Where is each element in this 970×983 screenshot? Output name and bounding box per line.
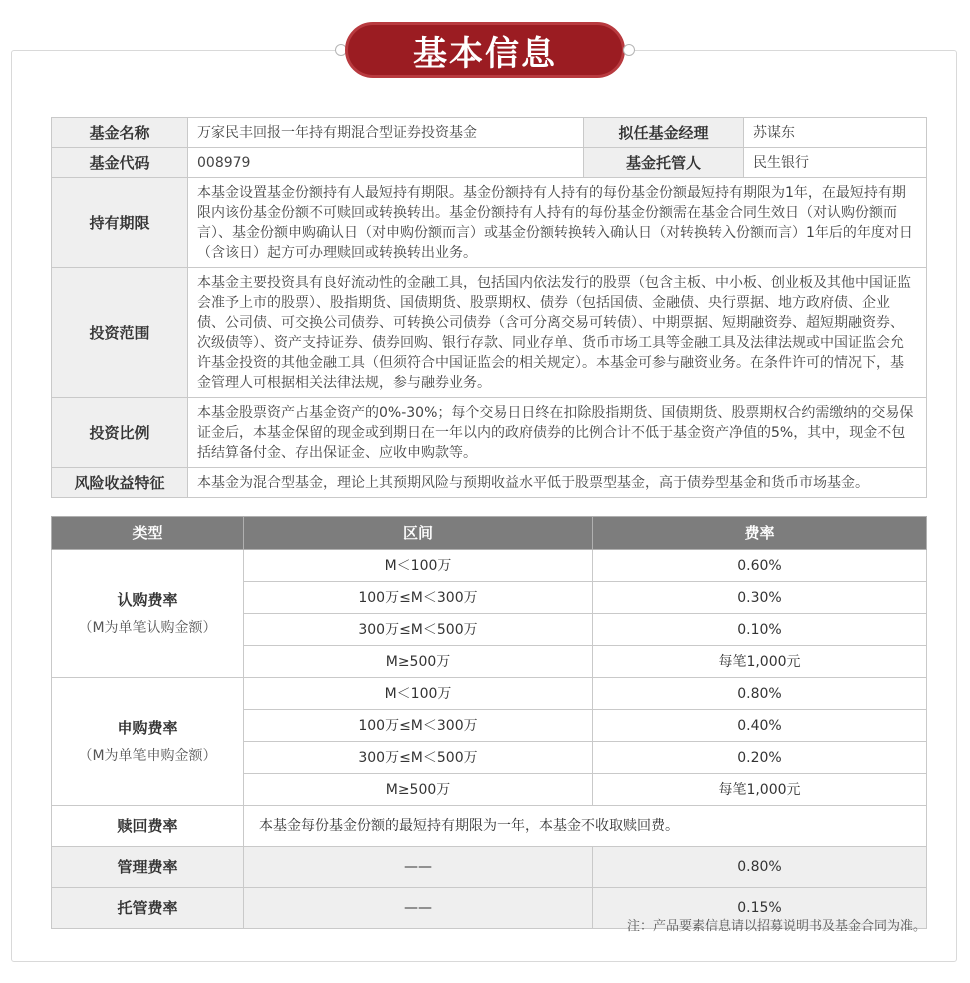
- ratio-value: 本基金股票资产占基金资产的0%-30%；每个交易日日终在扣除股指期货、国债期货、股票期权合约需缴纳的交易保证金后，本基金保留的现金或到期日在一年以内的政府债券的比例合计不低于基金资产净值的5%，其中，现金不包括结算备付金、存出保证金、应收申购款等。: [188, 398, 927, 468]
- management-label: 管理费率: [52, 847, 244, 888]
- custodian-value: 民生银行: [744, 148, 927, 178]
- pur-range-1: M＜100万: [244, 678, 593, 710]
- header-type: 类型: [52, 517, 244, 550]
- sub-range-1: M＜100万: [244, 550, 593, 582]
- pur-range-2: 100万≤M＜300万: [244, 710, 593, 742]
- header-range: 区间: [244, 517, 593, 550]
- sub-rate-2: 0.30%: [593, 582, 927, 614]
- sub-range-4: M≥500万: [244, 646, 593, 678]
- subscription-type: [52, 550, 244, 678]
- title-right-dot: [623, 44, 635, 56]
- sub-range-3: 300万≤M＜500万: [244, 614, 593, 646]
- pur-rate-4: 每笔1,000元: [593, 774, 927, 806]
- pur-range-4: M≥500万: [244, 774, 593, 806]
- purchase-sub: （M为单笔申购金额）: [78, 747, 217, 764]
- manager-label: 拟任基金经理: [584, 118, 744, 148]
- fund-name-label: 基金名称: [52, 118, 188, 148]
- risk-label: 风险收益特征: [52, 468, 188, 498]
- footnote: 注：产品要素信息请以招募说明书及基金合同为准。: [626, 919, 926, 934]
- purchase-label: 申购费率: [117, 718, 178, 737]
- redemption-text: 本基金每份基金份额的最短持有期限为一年，本基金不收取赎回费。: [244, 806, 927, 847]
- management-range: ——: [244, 847, 593, 888]
- pur-rate-3: 0.20%: [593, 742, 927, 774]
- pur-range-3: 300万≤M＜500万: [244, 742, 593, 774]
- title-badge: [335, 22, 635, 78]
- risk-value: 本基金为混合型基金，理论上其预期风险与预期收益水平低于股票型基金，高于债券型基金和货币市场基金。: [188, 468, 927, 498]
- holding-value: 本基金设置基金份额持有人最短持有期限。基金份额持有人持有的每份基金份额最短持有期限为1年，在最短持有期限内该份基金份额不可赎回或转换转出。基金份额持有人持有的每份基金份额需在基金合同生效日（对认购份额而言）、基金份额申购确认日（对申购份额而言）或基金份额转换转入确认日（对转换转入份额而言）1年后的年度对日（含该日）起方可办理赎回或转换转出业务。: [188, 178, 927, 268]
- sub-range-2: 100万≤M＜300万: [244, 582, 593, 614]
- custody-range: ——: [244, 888, 593, 929]
- purchase-type: [52, 678, 244, 806]
- custodian-label: 基金托管人: [584, 148, 744, 178]
- scope-value: 本基金主要投资具有良好流动性的金融工具，包括国内依法发行的股票（包含主板、中小板、创业板及其他中国证监会准予上市的股票）、股指期货、国债期货、股票期权、债券（包括国债、金融债、央行票据、地方政府债、企业债、公司债、可交换公司债券、可转换公司债券（含可分离交易可转债）、中期票据、短期融资券、超短期融资券、次级债等）、资产支持证券、债券回购、银行存款、同业存单、货币市场工具等金融工具及法律法规或中国证监会允许基金投资的其他金融工具（但须符合中国证监会的相关规定）。本基金可参与融资业务。在条件许可的情况下，基金管理人可根据相关法律法规，参与融券业务。: [188, 268, 927, 398]
- management-rate: 0.80%: [593, 847, 927, 888]
- sub-rate-1: 0.60%: [593, 550, 927, 582]
- sub-rate-4: 每笔1,000元: [593, 646, 927, 678]
- header-rate: 费率: [593, 517, 927, 550]
- holding-label: 持有期限: [52, 178, 188, 268]
- subscription-label: 认购费率: [117, 590, 178, 609]
- fund-code-label: 基金代码: [52, 148, 188, 178]
- pur-rate-2: 0.40%: [593, 710, 927, 742]
- manager-value: 苏谋东: [744, 118, 927, 148]
- fund-code-value: 008979: [188, 148, 584, 178]
- scope-label: 投资范围: [52, 268, 188, 398]
- page-title: 基本信息: [345, 22, 625, 78]
- basic-info-table: [51, 117, 927, 498]
- subscription-sub: （M为单笔认购金额）: [78, 619, 217, 636]
- custody-label: 托管费率: [52, 888, 244, 929]
- fee-table: [51, 516, 927, 929]
- pur-rate-1: 0.80%: [593, 678, 927, 710]
- sub-rate-3: 0.10%: [593, 614, 927, 646]
- redemption-label: 赎回费率: [52, 806, 244, 847]
- custody-rate: 0.15%: [593, 888, 927, 929]
- fund-name-value: 万家民丰回报一年持有期混合型证券投资基金: [188, 118, 584, 148]
- ratio-label: 投资比例: [52, 398, 188, 468]
